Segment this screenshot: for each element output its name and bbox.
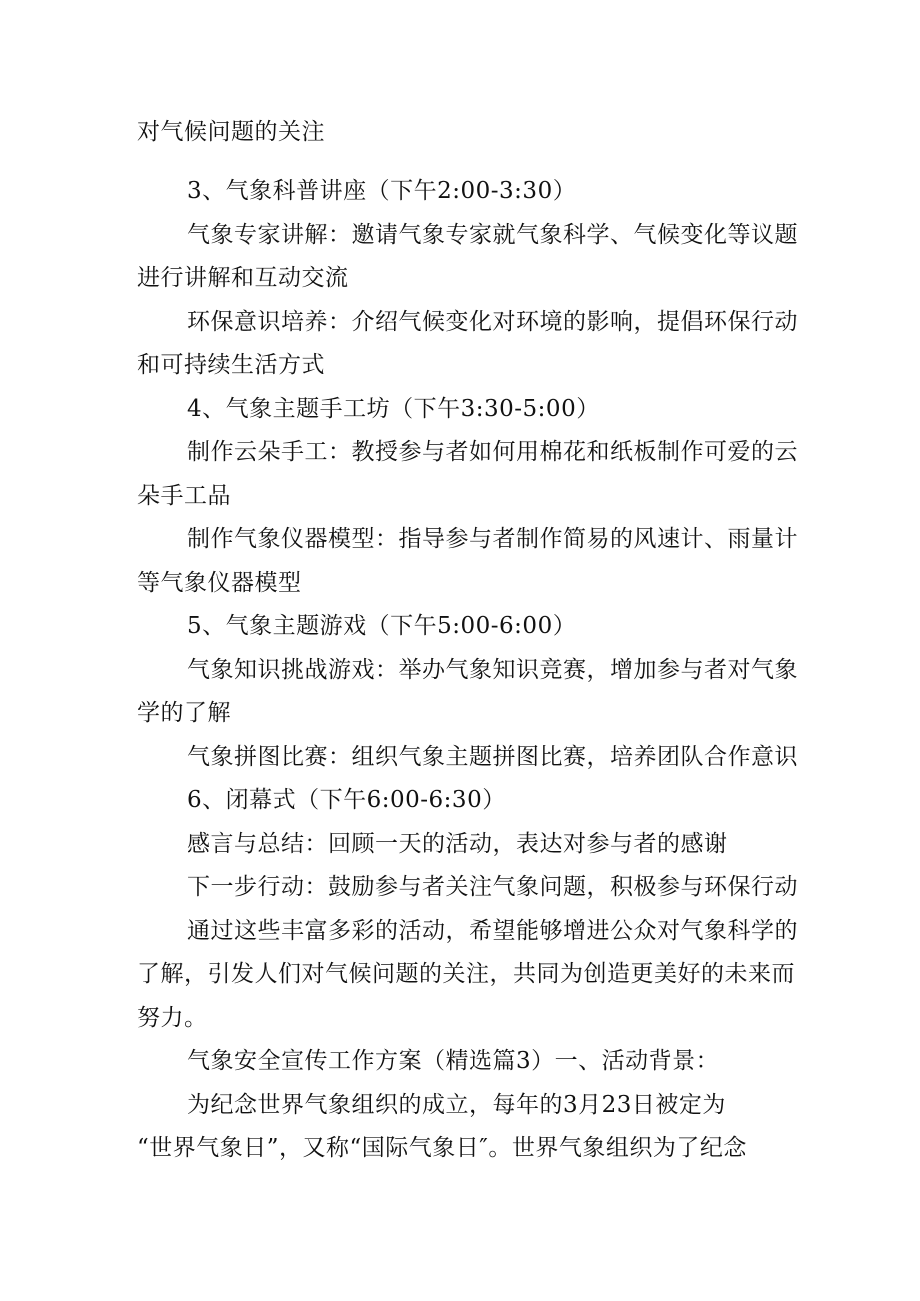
- text-line: 朵手工品: [137, 483, 231, 509]
- section-heading: 4、气象主题手工坊（下午3:30-5:00）: [187, 396, 600, 422]
- section-heading: 气象安全宣传工作方案（精选篇3）一、活动背景：: [187, 1048, 720, 1074]
- text-line: 了解，引发人们对气候问题的关注，共同为创造更美好的未来而: [137, 961, 795, 987]
- text-line: “世界气象日”，又称“国际气象日″。世界气象组织为了纪念: [137, 1135, 747, 1161]
- text-line: 等气象仪器模型: [137, 570, 302, 596]
- text-line: 气象拼图比赛：组织气象主题拼图比赛，培养团队合作意识: [187, 744, 798, 770]
- text-line: 感言与总结：回顾一天的活动，表达对参与者的感谢: [187, 831, 728, 857]
- text-line: 气象专家讲解：邀请气象专家就气象科学、气候变化等议题: [187, 222, 798, 248]
- text-line: 通过这些丰富多彩的活动，希望能够增进公众对气象科学的: [187, 918, 798, 944]
- text-line: 为纪念世界气象组织的成立，每年的3月23日被定为: [187, 1092, 726, 1118]
- text-line: 制作云朵手工：教授参与者如何用棉花和纸板制作可爱的云: [187, 439, 798, 465]
- text-line: 下一步行动：鼓励参与者关注气象问题，积极参与环保行动: [187, 874, 798, 900]
- text-line: 环保意识培养：介绍气候变化对环境的影响，提倡环保行动: [187, 309, 798, 335]
- section-heading: 3、气象科普讲座（下午2:00-3:30）: [187, 178, 577, 204]
- section-heading: 6、闭幕式（下午6:00-6:30）: [187, 787, 506, 813]
- text-line: 对气候问题的关注: [137, 119, 325, 145]
- text-line: 学的了解: [137, 700, 231, 726]
- text-line: 努力。: [137, 1005, 208, 1031]
- text-line: 进行讲解和互动交流: [137, 265, 349, 291]
- text-line: 和可持续生活方式: [137, 352, 325, 378]
- text-line: 制作气象仪器模型：指导参与者制作简易的风速计、雨量计: [187, 526, 798, 552]
- text-line: 气象知识挑战游戏：举办气象知识竞赛，增加参与者对气象: [187, 657, 798, 683]
- section-heading: 5、气象主题游戏（下午5:00-6:00）: [187, 613, 577, 639]
